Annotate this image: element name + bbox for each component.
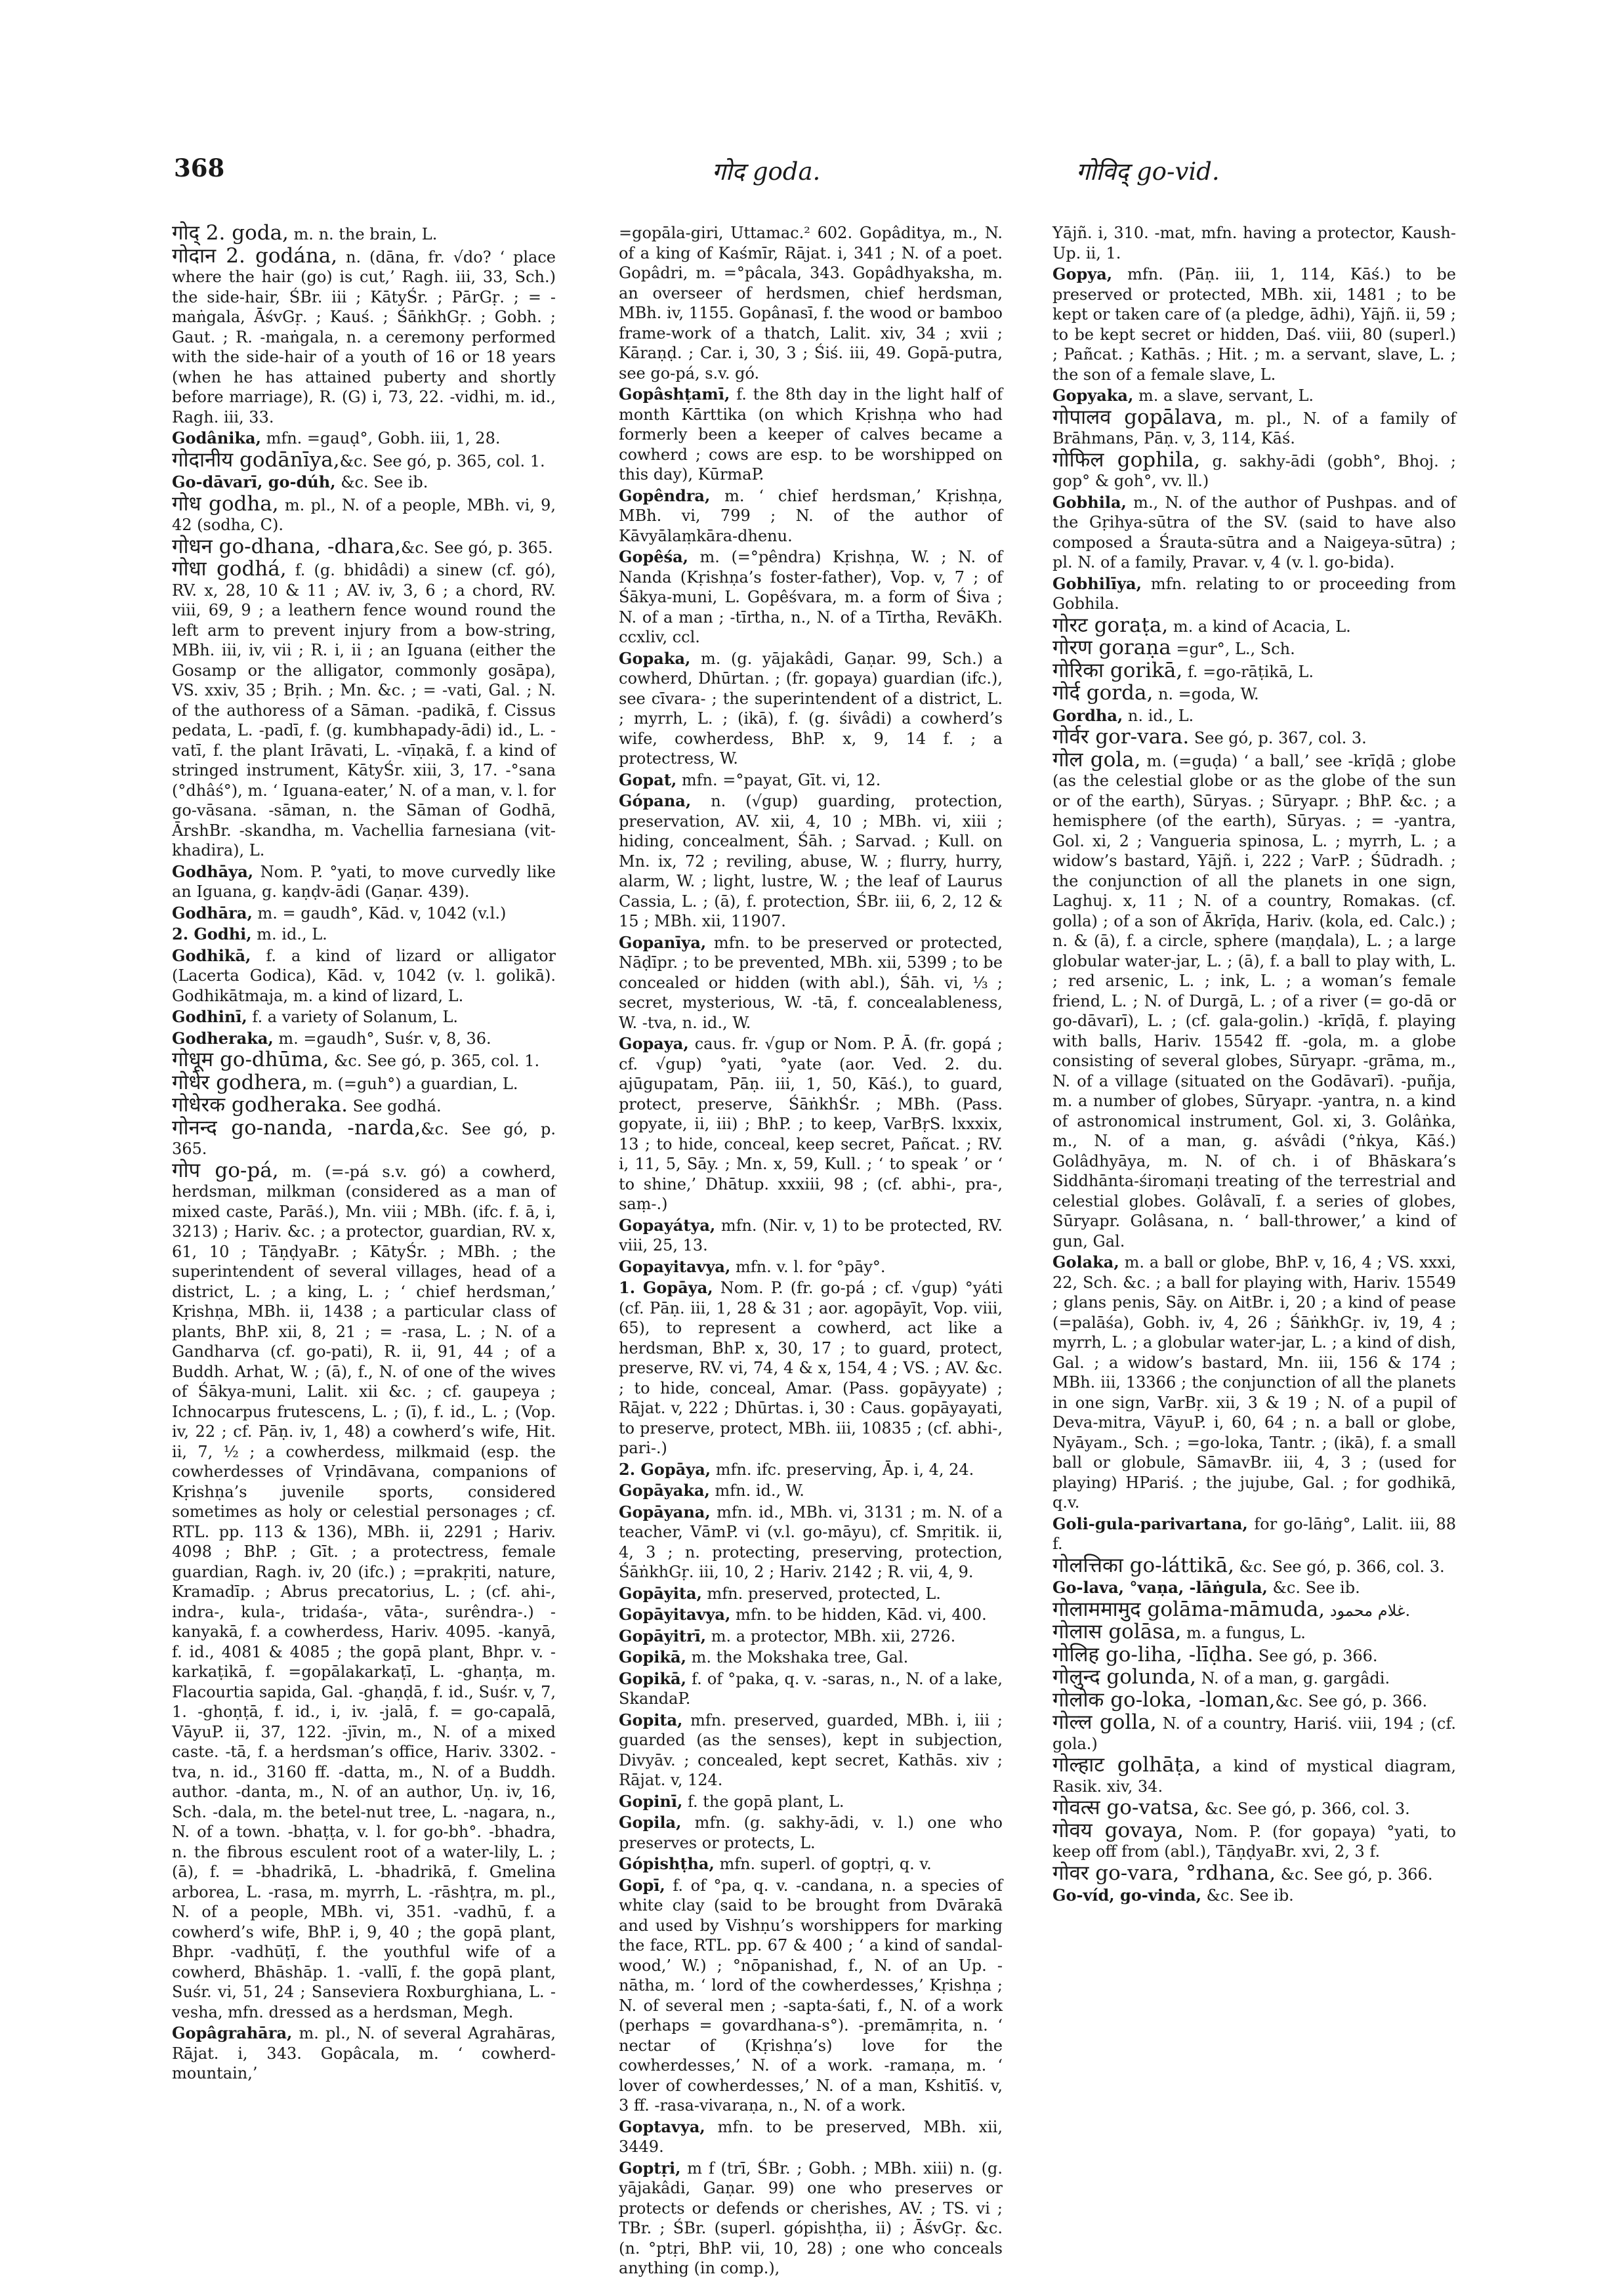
entry-headword: गोल gola, — [1052, 747, 1141, 772]
entry-headword: गोधेरक godheraka. — [172, 1093, 348, 1117]
entry-text: f. of °paka, q. v. -saras, n., N. of a lake, SkandaP. — [619, 1669, 1003, 1708]
entry-text: f. (g. bhidâdi) a sinew (cf. gó), RV. x, 28, 10 & 11 ; AV. iv, 3, 6 ; a chord, RV. viii, 69, 9 ; a leathern fence wound round the left arm to prevent injury from a bow-string, MBh. iii, iv, vii ; R. i, ii ; an Iguana (either the Gosamp or the alligator, commonly gosāpa), VS. xxiv, 35 ; Bṛih. ; Mn. &c. ; = -vati, Gal. ; N. of the authoress of a Sāman. -padikā, f. Cissus pedata, L. -padī, f. (g. kumbhapady-ādi) id., L. -vatī, f. the plant Irāvati, L. -vīṇakā, f. a kind of stringed instrument, KātyŚr. xiii, 3, 17. -°sana (°dhâś°), m. ‘ Iguana-eater,’ N. of a man, v. l. for go-vāsana. -sāman, n. the Sāman of Godhā, ĀrshBr. -skandha, m. Vachellia farnesiana (vit-khadira), L. — [172, 561, 556, 859]
entry-headword: Gobhila, — [1052, 492, 1127, 512]
entry-headword: Gopayitavya, — [619, 1256, 731, 1276]
dictionary-entry — [619, 1626, 1003, 1647]
entry-text: f. a kind of lizard or alligator (Lacerta Godica), Kād. v, 1042 (v. l. golikā). Godhikātmaja, m. a kind of lizard, L. — [172, 946, 556, 1005]
dictionary-entry — [1052, 658, 1456, 682]
entry-headword: गोपालव gopālava, — [1052, 405, 1224, 429]
entry-text: f. =go-rāṭikā, L. — [1182, 662, 1314, 681]
dictionary-entry — [619, 1854, 1003, 1874]
dictionary-entry — [1052, 447, 1456, 491]
entry-text: g. sakhy-ādi (gobh°, Bhoj. ; gop° & goh°, vv. ll.) — [1052, 451, 1456, 490]
entry-headword: गोनन्द go-nanda, -narda, — [172, 1115, 421, 1140]
entry-text: &c. See gó, p. 366. — [1276, 1865, 1433, 1884]
entry-headword: 2. Godhi, — [172, 924, 252, 943]
entry-text: m. (=-pá s.v. gó) a cowherd, herdsman, milkman (considered as a man of mixed caste, Parāś.), Mn. viii ; MBh. (ifc. f. ā, i, 3213) ; Hariv. &c. ; a protector, guardian, RV. x, 61, 10 ; TāṇḍyaBr. ; KātyŚr. ; MBh. ; the superintendent of several villages, head of a district, L. ; a king, L. ; ‘ chief herdsman,’ Kṛishṇa, MBh. ii, 1438 ; a particular class of plants, BhP. xii, 8, 21 ; = -rasa, L. ; N. of a Gandharva (cf. go-pati), R. ii, 91, 44 ; of a Buddh. Arhat, W. ; (ā), f., N. of one of the wives of Śākya-muni, Lalit. xii &c. ; cf. gaupeya ; Ichnocarpus frutescens, L. ; (ī), f. id., L. ; (Vop. iv, 22 ; cf. Pāṇ. iv, 1, 48) a cowherd’s wife, Hit. ii, 7, ½ ; a cowherdess, milkmaid (esp. the cowherdesses of Vṛindāvana, companions of Kṛishṇa’s juvenile sports, considered sometimes as holy or celestial personages ; cf. RTL. pp. 113 & 136), MBh. ii, 2291 ; Hariv. 4098 ; BhP. ; Gīt. ; a protectress, female guardian, Ragh. iv, 20 (ifc.) ; =prakṛiti, nature, Kramadīp. ; Abrus precatorius, L. ; (cf. ahi-, indra-, kula-, tridaśa-, vāta-, surêndra-.) -kanyakā, f. a cowherdess, Hariv. 4095. -kanyā, f. id., 4081 & 4085 ; the gopā plant, Bhpr. v. -karkaṭikā, f. =gopālakarkaṭī, L. -ghaṇṭa, m. Flacourtia sapida, Gal. -ghaṇḍā, f. id., Suśr. v, 7, 1. -ghoṇṭā, f. id., i, iv. -jalā, f. = go-capalā, VāyuP. ii, 37, 122. -jīvin, m., N. of a mixed caste. -tā, f. a herdsman’s office, Hariv. 3302. -tva, n. id., 3160 ff. -datta, m., N. of a Buddh. author. -danta, m., N. of an author, Uṇ. iv, 16, Sch. -dala, m. the betel-nut tree, L. -nagara, n., N. of a town. -bhaṭṭa, v. l. for go-bh°. -bhadra, n. the fibrous esculent root of a water-lily, L. ; (ā), f. = -bhadrikā, L. -bhadrikā, f. Gmelina arborea, L. -rasa, m. myrrh, L. -rāshṭra, m. pl., N. of a people, MBh. vi, 351. -vadhū, f. a cowherd’s wife, BhP. i, 9, 40 ; the gopā plant, Bhpr. -vadhūṭī, f. the youthful wife of a cowherd, Bhāshāp. 1. -vallī, f. the gopā plant, Suśr. vi, 51, 24 ; Sanseviera Roxburghiana, L. -vesha, mfn. dressed as a herdsman, Megh. — [172, 1162, 556, 2021]
dictionary-entry — [1052, 1553, 1456, 1577]
entry-text: &c. See ib. — [1267, 1579, 1360, 1597]
entry-headword: गोल्ल golla, — [1052, 1710, 1157, 1734]
entry-headword: गोध godha, — [172, 491, 279, 516]
dictionary-entry — [172, 1070, 556, 1094]
entry-text: m. the Mokshaka tree, Gal. — [686, 1648, 909, 1666]
entry-text: m. =gaudh°, Suśr. v, 8, 36. — [273, 1029, 491, 1048]
entry-headword: Godhāya, — [172, 861, 254, 881]
entry-headword: गोवत्स go-vatsa, — [1052, 1796, 1200, 1819]
dictionary-entry — [172, 491, 556, 535]
entry-headword: Gopila, — [619, 1813, 682, 1832]
entry-headword: Gopyaka, — [1052, 386, 1134, 405]
dictionary-entry — [619, 1584, 1003, 1604]
entry-text: &c. See gó, p. 365. — [172, 1119, 556, 1158]
entry-headword: Gópishṭha, — [619, 1854, 715, 1873]
dictionary-entry — [172, 472, 556, 493]
column-1 — [172, 223, 556, 2231]
dictionary-entry — [1052, 1642, 1456, 1666]
dictionary-entry — [1052, 1755, 1456, 1796]
dictionary-entry — [1052, 1578, 1456, 1598]
entry-text: Yājñ. i, 310. -mat, mfn. having a protector, Kaush-Up. ii, 1. — [1052, 224, 1456, 262]
entry-text: N. of a country, Hariś. viii, 194 ; (cf. gola.) — [1052, 1714, 1457, 1753]
entry-text: f. a variety of Solanum, L. — [247, 1008, 459, 1026]
entry-text: =gur°, L., Sch. — [1171, 640, 1295, 658]
entry-headword: Godhikā, — [172, 945, 251, 965]
entry-headword: गोवय govaya, — [1052, 1818, 1184, 1842]
entry-headword: Goptavya, — [619, 2117, 705, 2136]
dictionary-entry — [1052, 1863, 1456, 1885]
entry-headword: 1. Gopāya, — [619, 1278, 713, 1297]
page-number: 368 — [174, 154, 225, 182]
entry-text: m. (=guḍa) ‘ a ball,’ see -krīḍā ; globe (as the celestial globe or as the globe of the sun or of the earth), Sūryas. ; Sūryapr. ; BhP. &c. ; a hemisphere (of the earth), Sūryas. ; = -yantra, Gol. xi, 2 ; Vangueria spinosa, L. ; myrrh, L. ; a widow’s bastard, Yājñ. i, 222 ; VarP. ; Śūdradh. ; the conjunction of all the planets in one sign, Laghuj. x, 11 ; N. of a country, Romakas. (cf. golla) ; of a son of Ākrīḍa, Hariv. (kola, ed. Calc.) ; n. & (ā), f. a circle, sphere (maṇḍala), L. ; a large globular water-jar, L. ; (ā), f. a ball to play with, L. ; red arsenic, L. ; ink, L. ; a woman’s female friend, L. ; N. of Durgā, L. ; of a river (= go-dā or go-dāvarī), L. ; (cf. gala-golin.) -krīḍā, f. playing with balls, Hariv. 15542 ff. -gola, m. a globe consisting of several globes, Sūryapr. -grāma, m., N. of a village (situated on the Godāvarī). -puñja, m. a number of globes, Sūryapr. -yantra, n. a kind of astronomical instrument, Gol. xi, 3. Golâṅka, m., N. of a man, g. aśvâdi (°ṅkya, Kāś.) Golâdhyāya, m. N. of ch. i of Bhāskara’s Siddhānta-śiromaṇi treating of the terrestrial and celestial globes. Golâvalī, f. a series of globes, Sūryapr. Golâsana, n. ‘ ball-thrower,’ a kind of gun, Gal. — [1052, 751, 1456, 1251]
entry-headword: Gopayátya, — [619, 1215, 716, 1235]
dictionary-entry — [172, 946, 556, 1006]
dictionary-entry — [619, 1669, 1003, 1709]
entry-headword: गोलोक go-loka, -loman, — [1052, 1687, 1276, 1712]
dictionary-entry — [619, 547, 1003, 648]
entry-text: m. a fungus, L. — [1181, 1624, 1306, 1642]
entry-headword: Gopaka, — [619, 648, 691, 668]
entry-headword: Gobhilīya, — [1052, 573, 1142, 593]
dictionary-entry — [172, 862, 556, 902]
entry-text: mfn. id., MBh. vi, 3131 ; m. N. of a teacher, VāmP. vi (v.l. go-māyu), cf. Smṛitik. ii, 4, 3 ; n. protecting, preserving, protection, ŚāṅkhGṛ. iii, 10, 2 ; Hariv. 2142 ; R. vii, 4, 9. — [619, 1502, 1003, 1581]
entry-headword: गोलाममामुद golāma-māmuda, — [1052, 1597, 1325, 1621]
entry-text: Nom. P. °yati, to move curvedly like an Iguana, g. kaṇḍv-ādi (Gaṇar. 439). — [172, 862, 556, 901]
dictionary-entry — [619, 1647, 1003, 1668]
dictionary-entry — [619, 1216, 1003, 1256]
entry-headword: Gopāyaka, — [619, 1481, 710, 1500]
dictionary-entry — [1052, 574, 1456, 614]
entry-headword: गोदानीय godānīya, — [172, 447, 340, 472]
dictionary-entry — [1052, 1712, 1456, 1754]
entry-text: m. a kind of Acacia, L. — [1168, 617, 1351, 636]
entry-text: &c. See gó, p. 366. — [1275, 1691, 1428, 1710]
dictionary-entry — [172, 223, 556, 245]
entry-text: m., N. of the author of Pushpas. and of the Gṛihya-sūtra of the SV. (said to have also composed a Śrauta-sūtra and a Naigeya-sūtra) ; pl. N. of a family, Pravar. v, 4 (v. l. go-bida). — [1052, 493, 1456, 571]
entry-headword: Go-víd, go-vinda, — [1052, 1886, 1201, 1905]
entry-text: f. the gopā plant, L. — [682, 1792, 844, 1811]
entry-headword: गोलिह go-liha, -līḍha. — [1052, 1642, 1254, 1666]
entry-headword: Gopâgrahāra, — [172, 2023, 293, 2042]
entry-text: mfn. superl. of goptṛi, q. v. — [714, 1855, 932, 1873]
dictionary-entry — [1052, 407, 1456, 449]
entry-text: for go-lāṅg°, Lalit. iii, 88 f. — [1052, 1514, 1456, 1553]
dictionary-entry — [619, 223, 1003, 383]
dictionary-entry — [619, 486, 1003, 547]
entry-headword: Gopaya, — [619, 1034, 689, 1053]
entry-text: m. pl., N. of a family of Brāhmans, Pāṇ. v, 3, 114, Kāś. — [1052, 409, 1456, 447]
entry-headword: Gopêndra, — [619, 486, 711, 505]
dictionary-entry — [619, 1481, 1003, 1501]
dictionary-entry — [619, 770, 1003, 791]
entry-text: mfn. id., W. — [709, 1481, 804, 1500]
dictionary-entry — [172, 1029, 556, 1049]
dictionary-entry — [172, 559, 556, 861]
entry-text: m. (=guh°) a guardian, L. — [307, 1074, 518, 1093]
entry-headword: Godhāra, — [172, 903, 253, 922]
entry-text: m. id., L. — [251, 925, 327, 943]
entry-text: &c. See gó, p. 366, col. 3. — [1234, 1557, 1445, 1576]
entry-text: Nom. P. (fr. go-pá ; cf. √gup) °yáti (cf. Pāṇ. iii, 1, 28 & 31 ; aor. agopāyīt, Vop. viii, 65), to represent a cowherd, act like a herdsman, BhP. x, 30, 17 ; to guard, protect, preserve, RV. vi, 74, 4 & x, 154, 4 ; VS. ; AV. &c. ; to hide, conceal, Amar. (Pass. gopāyyate) ; Rājat. v, 222 ; Dhūrtas. i, 30 : Caus. gopāyayati, to preserve, protect, MBh. iii, 10835 ; (cf. abhi-, pari-.) — [619, 1279, 1003, 1457]
entry-headword: Godheraka, — [172, 1028, 274, 1048]
dictionary-entry — [1052, 1687, 1456, 1712]
dictionary-entry — [1052, 1818, 1456, 1862]
entry-text: n. =goda, W. — [1153, 685, 1259, 703]
entry-headword: Gopāyana, — [619, 1502, 711, 1521]
dictionary-entry — [619, 1034, 1003, 1214]
entry-text: Nom. P. (for gopaya) °yati, to keep off from (abl.), TāṇḍyaBr. xvi, 2, 3 f. — [1052, 1822, 1456, 1861]
entry-text: mfn. (Pāṇ. iii, 1, 114, Kāś.) to be preserved or protected, MBh. xii, 1481 ; to be kept or taken care of (a pledge, ādhi), Yājñ. ii, 59 ; to be kept secret or hidden, Daś. viii, 80 (superl.) ; Pañcat. ; Kathās. ; Hit. ; m. a servant, slave, L. ; the son of a female slave, L. — [1052, 265, 1456, 384]
dictionary-entry — [1052, 1886, 1456, 1906]
entry-text: n. (dāna, fr. √do? ‘ place where the hair (go) is cut,’ Ragh. iii, 33, Sch.) the side-hair, ŚBr. iii ; KātyŚr. ; PārGṛ. ; = -maṅgala, ĀśvGṛ. ; Kauś. ; ŚāṅkhGṛ. ; Gobh. ; Gaut. ; R. -maṅgala, n. a ceremony performed with the side-hair of a youth of 16 or 18 years (when he has attained puberty and shortly before marriage), R. (G) i, 73, 22. -vidhi, m. id., Ragh. iii, 33. — [172, 247, 556, 426]
dictionary-entry — [172, 534, 556, 558]
entry-headword: Gopāyitavya, — [619, 1605, 731, 1624]
entry-text: mfn. preserved, guarded, MBh. i, iii ; guarded (as the senses), kept in subjection, Divyāv. ; concealed, kept secret, Kathās. xiv ; Rājat. v, 124. — [619, 1710, 1003, 1789]
entry-headword: गोधेर godhera, — [172, 1070, 308, 1094]
dictionary-entry — [619, 1257, 1003, 1277]
running-head-right: गोविद् go-vid. — [1076, 157, 1220, 186]
entry-headword: गोफिल gophila, — [1052, 447, 1201, 472]
dictionary-entry — [172, 447, 556, 472]
entry-headword: गोधन go-dhana, -dhara, — [172, 534, 401, 558]
entry-headword: Gopinī, — [619, 1791, 683, 1811]
entry-headword: Gopêśa, — [619, 547, 688, 566]
dictionary-entry — [619, 1278, 1003, 1458]
entry-text: m. pl., N. of a people, MBh. vi, 9, 42 (sodha, C). — [172, 495, 556, 534]
entry-text: m. (=°pêndra) Kṛishṇa, W. ; N. of Nanda (Kṛishṇa’s foster-father), Vop. v, 7 ; of Śākya-muni, L. Gopêśvara, m. a form of Śiva ; N. of a man ; -tīrtha, n., N. of a Tīrtha, RevāKh. ccxliv, ccl. — [619, 548, 1003, 646]
dictionary-entry — [619, 1605, 1003, 1625]
dictionary-entry — [619, 649, 1003, 769]
running-head-left: गोद goda. — [712, 157, 821, 186]
entry-headword: गोद् 2. goda, — [172, 221, 289, 245]
entry-headword: गोधा godhá, — [172, 557, 287, 581]
dictionary-entry — [172, 428, 556, 449]
entry-text: m. ‘ chief herdsman,’ Kṛishṇa, MBh. vi, 799 ; N. of the author of Kāvyālaṃkāra-dhenu. — [619, 486, 1003, 545]
entry-headword: Godhinī, — [172, 1007, 247, 1026]
dictionary-entry — [172, 1115, 556, 1159]
entry-headword: Goptṛi, — [619, 2158, 681, 2178]
entry-headword: Gopya, — [1052, 264, 1113, 283]
entry-text: f. of °pa, q. v. -candana, n. a species of white clay (said to be brought from Dvārakā and used by Vishṇu’s worshippers for marking the face, RTL. pp. 67 & 400 ; ‘ a kind of sandal-wood,’ W.) ; °nōpanishad, f., N. of an Up. -nātha, m. ‘ lord of the cowherdesses,’ Kṛishṇa ; N. of several men ; -sapta-śati, f., N. of a work (perhaps = govardhana-s°). -premāmṛita, n. ‘ nectar of (Kṛishṇa’s) love for the cowherdesses,’ N. of a work. -ramaṇa, m. ‘ lover of cowherdesses,’ N. of a man, Kshitīś. v, 3 ff. -rasa-vivaraṇa, n., N. of a work. — [619, 1876, 1003, 2115]
entry-text: m. = gaudh°, Kād. v, 1042 (v.l.) — [252, 903, 507, 922]
entry-text: f. the 8th day in the light half of month Kārttika (on which Kṛishṇa who had formerly been a keeper of calves became a cowherd ; cows are esp. to be worshipped on this day), KūrmaP. — [619, 385, 1003, 484]
entry-headword: गोरिका gorikā, — [1052, 658, 1183, 682]
entry-headword: Go-dāvarī, go-dúh, — [172, 472, 336, 491]
entry-text: See godhá. — [347, 1097, 442, 1115]
entry-headword: Go-lava, °vaṇa, -lāṅgula, — [1052, 1578, 1268, 1597]
entry-text: mfn. to be hidden, Kād. vi, 400. — [730, 1605, 987, 1624]
dictionary-entry — [619, 2159, 1003, 2279]
entry-headword: 2. Gopāya, — [619, 1459, 711, 1479]
dictionary-entry — [619, 2117, 1003, 2157]
entry-headword: गोधूम go-dhūma, — [172, 1048, 329, 1071]
entry-text: mfn. (g. sakhy-ādi, v. l.) one who preserves or protects, L. — [619, 1813, 1003, 1852]
entry-headword: गोरट goraṭa, — [1052, 613, 1169, 637]
entry-text: &c. See ib. — [1201, 1886, 1294, 1905]
dictionary-entry — [172, 2023, 556, 2084]
entry-headword: Golaka, — [1052, 1252, 1119, 1272]
entry-text: mfn. =°payat, Gīt. vi, 12. — [677, 770, 881, 789]
entry-headword: Gordha, — [1052, 705, 1123, 725]
entry-text: mfn. ifc. preserving, Āp. i, 4, 24. — [711, 1460, 974, 1479]
dictionary-entry — [619, 1710, 1003, 1790]
entry-headword: गोल्हाट golhāṭa, — [1052, 1753, 1201, 1777]
dictionary-entry — [1052, 747, 1456, 1252]
entry-text: m. a slave, servant, L. — [1133, 386, 1314, 405]
entry-headword: गोलुन्द golunda, — [1052, 1665, 1196, 1689]
entry-text: a kind of mystical diagram, Rasik. xiv, 34. — [1052, 1757, 1456, 1796]
entry-text: غلام محمود. — [1325, 1601, 1411, 1620]
entry-headword: Gopikā, — [619, 1668, 686, 1688]
dictionary-entry — [1052, 1667, 1456, 1689]
entry-text: m. a protector, MBh. xii, 2726. — [706, 1626, 956, 1645]
entry-text: mfn. to be preserved, MBh. xii, 3449. — [619, 2117, 1003, 2156]
entry-text: mfn. =gauḍ°, Gobh. iii, 1, 28. — [260, 429, 501, 447]
entry-text: m. n. the brain, L. — [288, 225, 438, 243]
entry-text: m. pl., N. of several Agrahāras, Rājat. i, 343. Gopâcala, m. ‘ cowherd-mountain,’ — [172, 2024, 556, 2082]
dictionary-entry — [1052, 1798, 1456, 1819]
entry-text: N. of a man, g. gargâdi. — [1196, 1669, 1390, 1687]
entry-headword: Gopī, — [619, 1875, 665, 1895]
dictionary-entry — [1052, 264, 1456, 384]
dictionary-entry — [1052, 727, 1456, 749]
entry-headword: गोदान 2. godána, — [172, 243, 338, 268]
column-2 — [619, 223, 1003, 2277]
dictionary-entry — [1052, 386, 1456, 406]
entry-headword: गोलास golāsa, — [1052, 1620, 1182, 1644]
entry-headword: गोर्वर gor-vara. — [1052, 725, 1190, 749]
entry-headword: गोरण goraṇa — [1052, 636, 1171, 659]
entry-text: See gó, p. 367, col. 3. — [1189, 729, 1367, 747]
entry-headword: Godânika, — [172, 428, 261, 447]
entry-headword: Gopāyita, — [619, 1583, 702, 1603]
dictionary-entry — [619, 1813, 1003, 1853]
dictionary-entry — [1052, 1514, 1456, 1554]
dictionary-entry — [1052, 223, 1456, 263]
entry-text: n. (√gup) guarding, protection, preservation, AV. xii, 4, 10 ; MBh. vi, xiii ; hiding, concealment, Śāh. ; Sarvad. ; Kull. on Mn. ix, 72 ; reviling, abuse, W. ; flurry, hurry, alarm, W. ; light, lustre, W. ; the leaf of Laurus Cassia, L. ; (ā), f. protection, ŚBr. iii, 6, 2, 12 & 15 ; MBh. xii, 11907. — [619, 792, 1003, 930]
entry-text: m. (g. yājakâdi, Gaṇar. 99, Sch.) a cowherd, Dhūrtan. ; (fr. gopaya) guardian (ifc.), see cīvara- ; the superintendent of a district, L. ; myrrh, L. ; (ikā), f. (g. śivâdi) a cowherd’s wife, cowherdess, BhP. x, 9, 14 f. ; a protectress, W. — [619, 649, 1003, 768]
column-3 — [1052, 223, 1456, 2231]
dictionary-entry — [1052, 493, 1456, 573]
dictionary-entry — [172, 1050, 556, 1071]
entry-text: &c. See gó, p. 366, col. 3. — [1199, 1800, 1410, 1818]
dictionary-entry — [619, 1502, 1003, 1582]
entry-headword: Goli-gula-parivartana, — [1052, 1514, 1248, 1533]
entry-headword: Gopat, — [619, 770, 677, 789]
entry-headword: Gopikā, — [619, 1647, 686, 1666]
entry-text: &c. See gó, p. 365, col. 1. — [339, 451, 545, 470]
dictionary-entry — [1052, 1252, 1456, 1513]
entry-headword: Gópana, — [619, 791, 692, 810]
dictionary-entry — [172, 924, 556, 945]
entry-text: =gopāla-giri, Uttamac.² 602. Gopâditya, m., N. of a king of Kaśmīr, Rājat. i, 341 ; N. of a poet. Gopâdri, m. =°pâcala, 343. Gopâdhyaksha, m. an overseer of herdsmen, chief herdsman, MBh. iv, 1155. Gopânasī, f. the wood or bamboo frame-work of a thatch, Lalit. xiv, 34 ; xvii ; Kāraṇḍ. ; Car. i, 30, 3 ; Śiś. iii, 49. Gopā-putra, see go-pá, s.v. gó. — [619, 224, 1003, 382]
entry-text: m f (trī, ŚBr. ; Gobh. ; MBh. xiii) n. (g. yājakâdi, Gaṇar. 99) one who preserves or protects or defends or cherishes, AV. ; TS. vi ; TBr. ; ŚBr. (superl. gópishṭha, ii) ; ĀśvGṛ. &c. (n. °ptṛi, BhP. vii, 10, 28) ; one who conceals anything (in comp.), — [619, 2159, 1003, 2277]
entry-text: &c. See gó, p. 365. — [400, 538, 553, 557]
entry-headword: गोप go-pá, — [172, 1158, 279, 1182]
entry-text: n. id., L. — [1123, 706, 1194, 725]
dictionary-entry — [172, 243, 556, 428]
dictionary-entry — [1052, 615, 1456, 637]
dictionary-entry — [619, 1792, 1003, 1812]
dictionary-entry — [172, 1095, 556, 1117]
entry-headword: Gopāyitrī, — [619, 1626, 707, 1645]
entry-text: mfn. v. l. for °pāy°. — [730, 1257, 886, 1276]
dictionary-entry — [172, 903, 556, 924]
dictionary-entry — [1052, 1597, 1456, 1621]
entry-headword: गोवर go-vara, °rdhana, — [1052, 1861, 1276, 1885]
dictionary-entry — [1052, 706, 1456, 726]
entry-text: mfn. preserved, protected, L. — [701, 1584, 941, 1603]
dictionary-entry — [172, 1007, 556, 1027]
entry-headword: Gopanīya, — [619, 932, 707, 952]
entry-headword: Gopita, — [619, 1710, 683, 1729]
entry-headword: गोर्द gorda, — [1052, 681, 1154, 705]
dictionary-entry — [619, 1876, 1003, 2116]
entry-text: mfn. to be preserved or protected, Nāḍīpr. ; to be prevented, MBh. xii, 5399 ; to be concealed or hidden (with abl.), Śāh. vi, ⅓ ; secret, mysterious, W. -tā, f. concealableness, W. -tva, n. id., W. — [619, 933, 1003, 1032]
dictionary-entry — [1052, 1622, 1456, 1644]
dictionary-entry — [619, 933, 1003, 1033]
page-header — [174, 150, 1470, 189]
entry-text: caus. fr. √gup or Nom. P. Ā. (fr. gopá ; cf. √gup) °yati, °yate (aor. Ved. 2. du. ajūgupatam, Pāṇ. iii, 1, 50, Kāś.), to guard, protect, preserve, ŚāṅkhŚr. ; MBh. (Pass. gopyate, ii, iii) ; BhP. ; to keep, VarBṛS. lxxxix, 13 ; to hide, conceal, keep secret, Pañcat. ; RV. i, 11, 5, Sāy. ; Mn. x, 59, Kull. ; ‘ to speak ’ or ‘ to shine,’ Dhātup. xxxiii, 98 ; (cf. abhi-, pra-, saṃ-.) — [619, 1035, 1003, 1213]
dictionary-entry — [172, 1158, 556, 2023]
entry-text: m. a ball or globe, BhP. v, 16, 4 ; VS. xxxi, 22, Sch. &c. ; a ball for playing with, Hariv. 15549 ; glans penis, Sāy. on AitBr. i, 20 ; a kind of pease (=palāśa), Gobh. iv, 4, 26 ; ŚāṅkhGṛ. iv, 19, 4 ; myrrh, L. ; a globular water-jar, L. ; a kind of dish, Gal. ; a widow’s bastard, Mn. iii, 156 & 174 ; MBh. iii, 13366 ; the conjunction of all the planets in one sign, VarBṛ. xii, 3 & 19 ; N. of a pupil of Deva-mitra, VāyuP. i, 60, 64 ; n. a ball or globe, Nyāyam., Sch. ; =go-loka, Tantr. ; (ikā), f. a small ball or globule, SāmavBr. iii, 4, 3 ; (used for playing) HPariś. ; the jujube, Gal. ; for godhikā, q.v. — [1052, 1253, 1456, 1512]
entry-headword: Gopâshṭamī, — [619, 384, 730, 403]
entry-text: mfn. (Nir. v, 1) to be protected, RV. viii, 25, 13. — [619, 1216, 1003, 1254]
dictionary-entry — [1052, 638, 1456, 659]
dictionary-entry — [1052, 683, 1456, 705]
entry-text: &c. See gó, p. 365, col. 1. — [329, 1052, 540, 1070]
entry-text: &c. See ib. — [335, 473, 428, 491]
entry-text: See gó, p. 366. — [1253, 1646, 1378, 1665]
entry-headword: गोलत्तिका go-láttikā, — [1052, 1553, 1234, 1577]
dictionary-entry — [619, 1460, 1003, 1480]
dictionary-entry — [619, 791, 1003, 932]
entry-text: mfn. relating to or proceeding from Gobhila. — [1052, 574, 1456, 613]
dictionary-entry — [619, 384, 1003, 485]
